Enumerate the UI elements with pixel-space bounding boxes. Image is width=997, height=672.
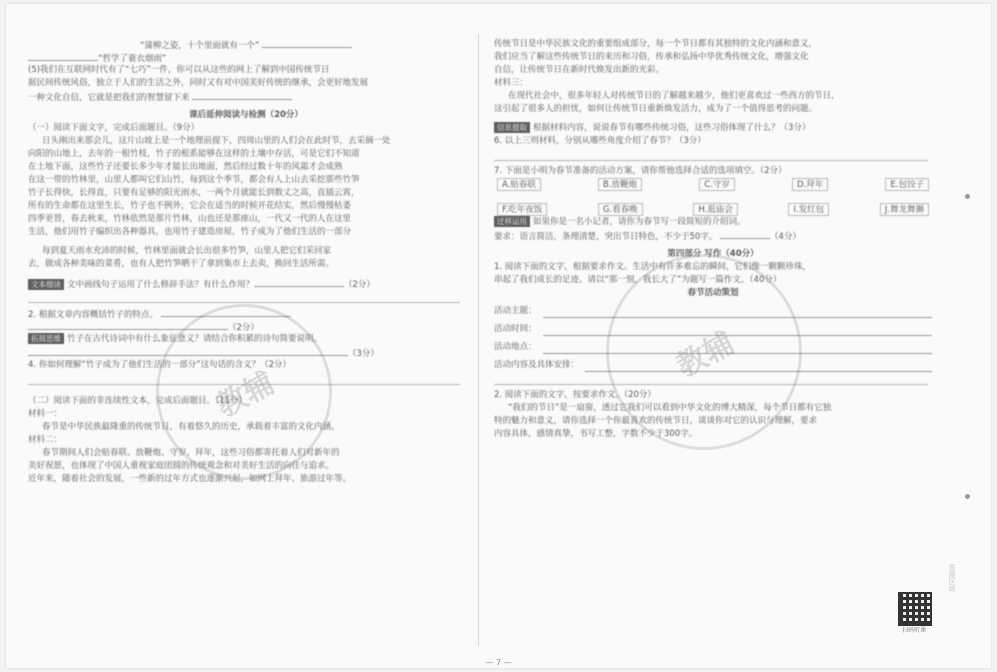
option[interactable]: B.放鞭炮 (598, 178, 642, 191)
intro-line-5: 一种文化自信，它就是把我们的智慧留下来 (28, 90, 464, 103)
q1-tag: 文本细读 (28, 279, 64, 290)
writing2-line: “我们的节日”是一扇窗，透过它我们可以看到中华文化的博大精深，每个节日都有它独 (508, 403, 832, 413)
reading1-para2-line: 去，做成各种美味的菜肴，也有人把竹笋晒干了拿到集市上去卖，换回生活所需。 (28, 259, 335, 269)
reading1-line: 在这一带的竹林里，山里人都叫它们山竹，每到这个季节，都会有人上山去采挖那些竹笋 (28, 175, 360, 185)
reading1-line: 四季更替，春去秋来，竹林依然是那片竹林，山也还是那座山，一代又一代的人在这里 (28, 214, 352, 224)
question-3: 拓展思维 竹子在古代诗词中有什么象征意义？请结合你积累的诗句简要说明。 (28, 333, 464, 346)
question-8: 迁移运用 如果你是一名小记者，请你为春节写一段简短的介绍词。 (494, 216, 932, 229)
question-4: 4. 你如何理解“竹子成为了他们生活的一部分”这句话的含义？（2分） (28, 360, 292, 370)
page-divider (478, 34, 479, 646)
form-field-content: 活动内容及具体安排： (494, 354, 932, 372)
answer-blank[interactable] (28, 346, 348, 356)
form-field-place: 活动地点： (494, 336, 932, 354)
answer-line[interactable] (494, 372, 928, 385)
material2-line: 美好祝愿，也体现了中国人重视家庭团圆的传统观念和对美好生活的向往与追求。 (28, 461, 335, 471)
right-page (494, 38, 932, 642)
option[interactable]: G.看春晚 (598, 203, 643, 216)
answer-blank[interactable] (720, 229, 770, 239)
reading1-line: 所有的生命都在这里生长，竹子也不例外，它会在适当的时候开花结实，然后慢慢枯萎 (28, 201, 352, 211)
option[interactable]: A.贴春联 (497, 178, 541, 191)
intro-line-2: “哲学了蓑衣烟雨” (28, 51, 464, 64)
q5-tag: 信息提取 (494, 122, 530, 133)
form-field-theme: 活动主题： (494, 300, 932, 318)
section1-title: 课后延伸阅读与检测（20分） (189, 110, 303, 120)
options-row-2 (494, 203, 932, 216)
question-8-extra: 要求：语言简洁，条理清楚，突出节日特色，不少于50字。 （4分） (494, 229, 932, 242)
reading1-para2-line: 每到夏天雨水充沛的时候，竹林里面就会长出很多竹笋，山里人把它们采回家 (42, 246, 332, 256)
form-field-time: 活动时间： (494, 318, 932, 336)
answer-blank[interactable] (28, 320, 228, 330)
intro-line-1: “蒲柳之姿，十个里面就有一个” (28, 38, 464, 51)
option[interactable]: E.包饺子 (885, 178, 929, 191)
intro-line-4: 据民间传统风俗，独立于人们的生活之外，同时又有对中国美好传统的继承，会更好地发展 (28, 78, 369, 88)
reading1-header: （一）阅读下面文字，完成后面题目。（9分） (28, 123, 200, 133)
option[interactable]: I.发红包 (788, 203, 829, 216)
right-top-line: 我们应当了解这些传统节日的来历和习俗，传承和弘扬中华优秀传统文化，增强文化 (494, 52, 809, 62)
question-7: 7. 下面是小明为春节准备的活动方案，请你帮他选择合适的选项填空。（2分） (494, 166, 787, 176)
option[interactable]: J.舞龙舞狮 (880, 203, 929, 216)
right-top-line: 传统节日是中华民族文化的重要组成部分，每一个节日都有其独特的文化内涵和意义， (494, 39, 818, 49)
options-row-1 (494, 178, 932, 191)
material3-line: 在现代社会中，很多年轻人对传统节日的了解越来越少，他们更喜欢过一些西方的节日， (508, 91, 840, 101)
material3-line: 这引起了很多人的担忧，如何让传统节日重新焕发活力，成为了一个值得思考的问题。 (494, 104, 818, 114)
reading1-line: 竹子长得快，长得直，只要有足够的阳光雨水，一两个月就能长到数丈之高，直插云霄， (28, 188, 360, 198)
right-top-line: 自信，让传统节日在新时代焕发出新的光彩。 (494, 65, 665, 75)
form-title: 春节活动策划 (687, 288, 739, 298)
qr-caption: 扫码听课 (901, 627, 926, 634)
q8-tag: 迁移运用 (494, 216, 530, 227)
question-6: 6. 以上三则材料，分别从哪些角度介绍了春节？（3分） (494, 136, 706, 146)
question-2-cont: （2分） (28, 320, 464, 333)
option[interactable]: D.拜年 (792, 178, 828, 191)
qr-code-icon[interactable] (898, 592, 932, 626)
writing2-line: 特的魅力和意义，请你选择一个你最喜欢的传统节日，谈谈你对它的认识与理解，要求 (494, 416, 818, 426)
exam-sheet (6, 4, 991, 668)
reading1-line: 日头刚出来那会儿，这片山坡上是一个地理前提下，四周山里的人们会在此时节，去采摘一处 (42, 136, 391, 146)
question-1: 文本细读 文中画线句子运用了什么修辞手法？有什么作用？ （2分） (28, 277, 464, 290)
left-page (28, 38, 464, 642)
writing-prompt-line: 1. 阅读下面的文字，根据要求作文。生活中有许多难忘的瞬间，它们像一颗颗珍珠， (494, 262, 811, 272)
answer-blank[interactable] (161, 307, 291, 317)
option[interactable]: H.逛庙会 (693, 203, 737, 216)
option[interactable]: F.吃年夜饭 (497, 203, 547, 216)
form-input[interactable] (585, 362, 932, 372)
writing2-header: 2. 阅读下面的文字，按要求作文。（20分） (494, 390, 656, 400)
binding-hole-icon (965, 194, 970, 199)
intro-line-3: (5)我们在互联网时代有了“七巧”一件，你可以从这些的网上了解到中国传统节日 (28, 65, 330, 75)
form-input[interactable] (543, 326, 932, 336)
material1-label: 材料一： (28, 409, 63, 419)
material1-text: 春节是中华民族最隆重的传统节日，有着悠久的历史，承载着丰富的文化内涵。 (42, 422, 340, 432)
material2-label: 材料二： (28, 435, 63, 445)
form-input[interactable] (543, 308, 932, 318)
material2-line: 春节期间人们会贴春联、放鞭炮、守岁、拜年，这些习俗都寄托着人们对新年的 (42, 448, 340, 458)
side-label: 答题区域 (948, 564, 956, 592)
reading1-line: 在土地下面，这些竹子还要长多少年才能长出地面，然后经过数十年的风霜才会成熟 (28, 162, 343, 172)
writing2-line: 内容具体，感情真挚，书写工整，字数不少于300字。 (494, 429, 698, 439)
q3-tag: 拓展思维 (28, 333, 64, 344)
material2-line: 近年来，随着社会的发展，一些新的过年方式也逐渐兴起，如网上拜年、旅游过年等。 (28, 474, 352, 484)
answer-line[interactable] (28, 290, 460, 303)
page-number: — 7 — (485, 658, 512, 667)
reading1-line: 生活，他们用竹子编织出各种器具，也用竹子建造房屋，竹子成为了他们生活的一部分 (28, 227, 352, 237)
answer-blank[interactable] (254, 277, 344, 287)
question-3-cont: （3分） (28, 346, 464, 359)
writing-prompt-line: 串起了我们成长的足迹。请以“那一刻，我长大了”为题写一篇作文。（40分） (494, 275, 782, 285)
question-5: 信息提取 根据材料内容，说说春节有哪些传统习俗，这些习俗体现了什么？（3分） (494, 122, 932, 135)
answer-line[interactable] (28, 372, 460, 385)
question-2: 2. 根据文章内容概括竹子的特点。 (28, 307, 464, 320)
reading1-line: 向阳的山地上，去年的一根竹枝，竹子的根系能够在这样的土壤中存活，可是它们不知道 (28, 149, 360, 159)
answer-line[interactable] (494, 148, 928, 161)
binding-margin (961, 44, 975, 608)
section2-title: 第四部分 写作（40分） (667, 249, 759, 259)
material3-label: 材料三： (494, 78, 529, 88)
watermark-stamp: 教辅 (571, 219, 836, 484)
form-input[interactable] (543, 344, 932, 354)
binding-hole-icon (965, 494, 970, 499)
reading2-header: （二）阅读下面的非连续性文本，完成后面题目。（11分） (28, 396, 248, 406)
option[interactable]: C.守岁 (699, 178, 735, 191)
watermark-stamp: 教辅 (125, 273, 363, 511)
